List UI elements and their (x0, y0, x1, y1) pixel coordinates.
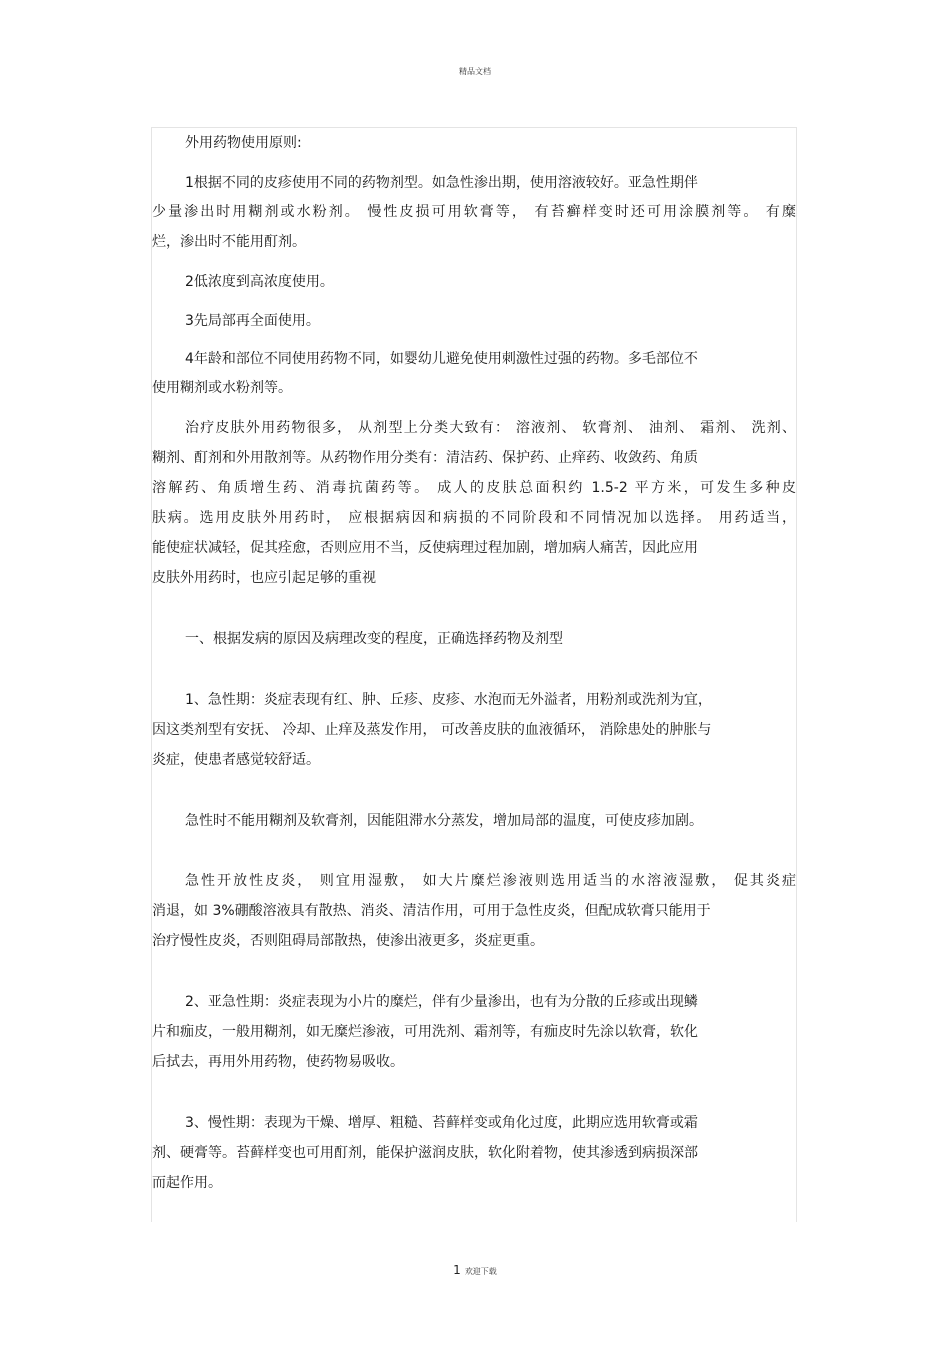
text-line: 治疗慢性皮炎，否则阻碍局部散热，使渗出液更多，炎症更重。 (152, 933, 544, 949)
text-line: 急性开放性皮炎， 则宜用湿敷， 如大片糜烂渗液则选用适当的水溶液湿敷， 促其炎症 (185, 873, 796, 889)
text-line: 1、急性期：炎症表现有红、肿、丘疹、皮疹、水泡而无外溢者，用粉剂或洗剂为宜， (185, 692, 712, 708)
page-number: 1 (453, 1263, 461, 1277)
text-line: 1根据不同的皮疹使用不同的药物剂型。如急性渗出期，使用溶液较好。亚急性期伴 (185, 175, 698, 191)
download-label: 欢迎下载 (464, 1267, 497, 1276)
section-title: 外用药物使用原则: (185, 135, 302, 151)
text-line: 糊剂、酊剂和外用散剂等。从药物作用分类有：清洁药、保护药、止痒药、收敛药、角质 (152, 450, 698, 466)
text-line: 少量渗出时用糊剂或水粉剂。 慢性皮损可用软膏等， 有苔癣样变时还可用涂膜剂等。 有糜 (152, 204, 796, 220)
text-line: 肤病。选用皮肤外用药时， 应根据病因和病损的不同阶段和不同情况加以选择。 用药适当， (152, 510, 796, 526)
text-line: 消退，如 3%硼酸溶液具有散热、消炎、清洁作用，可用于急性皮炎，但配成软膏只能用于 (152, 903, 711, 919)
text-line: 治疗皮肤外用药物很多， 从剂型上分类大致有： 溶液剂、 软膏剂、 油剂、 霜剂、 洗剂、 (185, 420, 796, 436)
section-heading: 一、根据发病的原因及病理改变的程度，正确选择药物及剂型 (185, 631, 563, 647)
text-line: 3、慢性期：表现为干燥、增厚、粗糙、苔藓样变或角化过度，此期应选用软膏或霜 (185, 1115, 698, 1131)
text-line: 片和痂皮，一般用糊剂，如无糜烂渗液，可用洗剂、霜剂等，有痂皮时先涂以软膏，软化 (152, 1024, 698, 1040)
text-line: 而起作用。 (152, 1175, 222, 1191)
text-line: 因这类剂型有安抚、 冷却、止痒及蒸发作用， 可改善皮肤的血液循环， 消除患处的肿胀与 (152, 722, 712, 738)
text-line: 2低浓度到高浓度使用。 (185, 274, 334, 290)
text-line: 烂，渗出时不能用酊剂。 (152, 234, 306, 250)
text-line: 4年龄和部位不同使用药物不同，如婴幼儿避免使用刺激性过强的药物。多毛部位不 (185, 351, 698, 367)
text-line: 急性时不能用糊剂及软膏剂，因能阻滞水分蒸发，增加局部的温度，可使皮疹加剧。 (185, 813, 703, 829)
text-line: 剂、硬膏等。苔藓样变也可用酊剂，能保护滋润皮肤，软化附着物，使其渗透到病损深部 (152, 1145, 698, 1161)
page-footer (0, 1259, 950, 1278)
text-line: 炎症，使患者感觉较舒适。 (152, 752, 320, 768)
text-line: 使用糊剂或水粉剂等。 (152, 380, 292, 396)
text-line: 溶解药、角质增生药、消毒抗菌药等。 成人的皮肤总面积约 1.5-2 平方米，可发生多种皮 (152, 480, 796, 496)
text-line: 2、亚急性期：炎症表现为小片的糜烂，伴有少量渗出，也有为分散的丘疹或出现鳞 (185, 994, 698, 1010)
page-header-label: 精品文档 (459, 67, 491, 76)
text-line: 后拭去，再用外用药物，使药物易吸收。 (152, 1054, 404, 1070)
text-line: 能使症状减轻，促其痊愈，否则应用不当，反使病理过程加剧，增加病人痛苦，因此应用 (152, 540, 698, 556)
text-line: 3先局部再全面使用。 (185, 313, 320, 329)
text-line: 皮肤外用药时，也应引起足够的重视 (152, 570, 376, 586)
